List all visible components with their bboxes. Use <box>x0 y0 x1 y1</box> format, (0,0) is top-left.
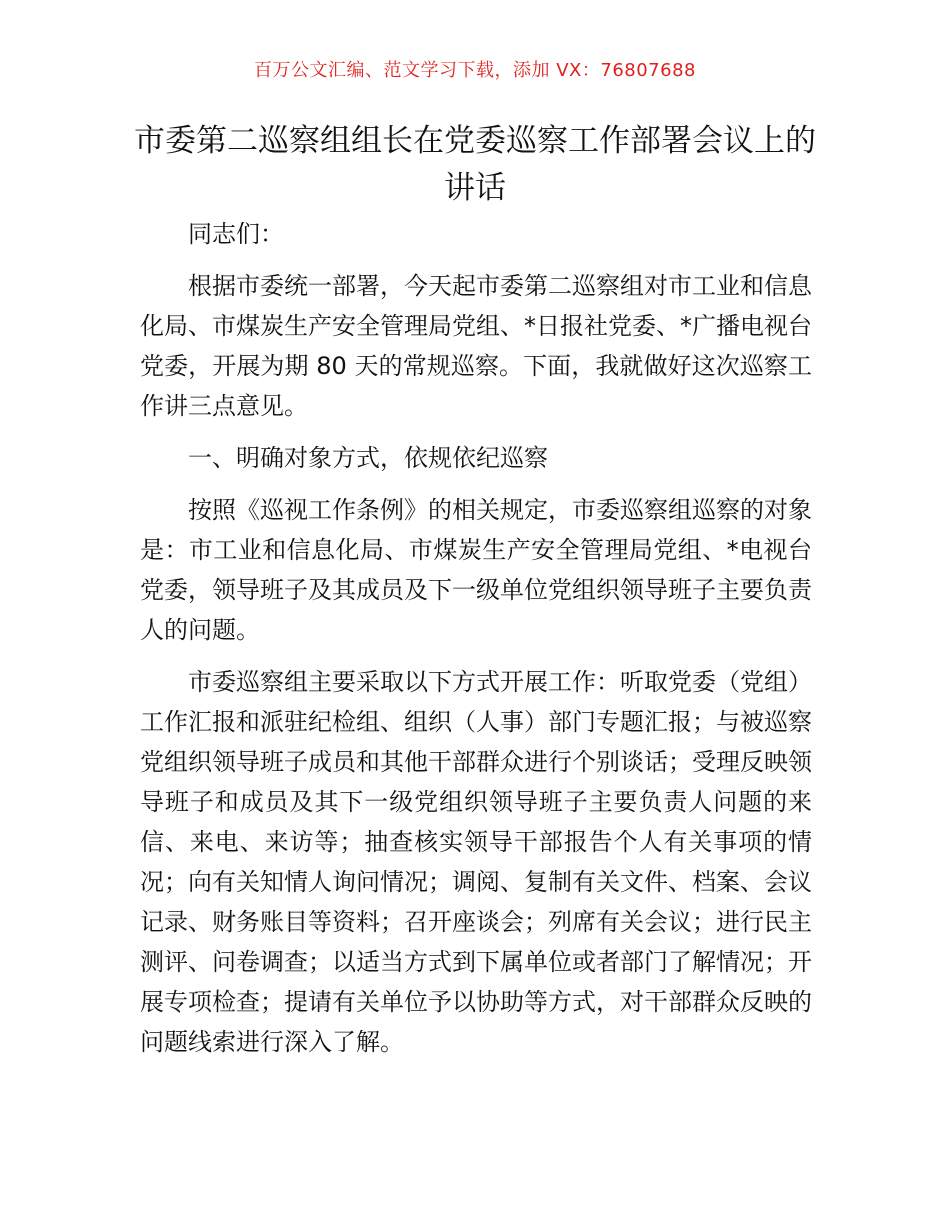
header-promo-note: 百万公文汇编、范文学习下载，添加 VX：76807688 <box>254 60 696 81</box>
document-title: 市委第二巡察组组长在党委巡察工作部署会议上的讲话 <box>134 123 816 206</box>
paragraph-inspection-targets: 按照《巡视工作条例》的相关规定，市委巡察组巡察的对象是：市工业和信息化局、市煤炭生产安全管理局党组、*电视台党委，领导班子及其成员及下一级单位党组织领导班子主要负责人的问题。 <box>140 496 812 644</box>
paragraph-intro: 根据市委统一部署，今天起市委第二巡察组对市工业和信息化局、市煤炭生产安全管理局党组、*日报社党委、*广播电视台党委，开展为期 80 天的常规巡察。下面，我就做好这次巡察工作讲三点意见。 <box>140 272 812 420</box>
salutation: 同志们： <box>188 220 284 248</box>
paragraph-inspection-methods: 市委巡察组主要采取以下方式开展工作：听取党委（党组）工作汇报和派驻纪检组、组织（人事）部门专题汇报；与被巡察党组织领导班子成员和其他干部群众进行个别谈话；受理反映领导班子和成员及其下一级党组织领导班子主要负责人问题的来信、来电、来访等；抽查核实领导干部报告个人有关事项的情况；向有关知情人询问情况；调阅、复制有关文件、档案、会议记录、财务账目等资料；召开座谈会；列席有关会议；进行民主测评、问卷调查；以适当方式到下属单位或者部门了解情况；开展专项检查；提请有关单位予以协助等方式，对干部群众反映的问题线索进行深入了解。 <box>140 668 812 1056</box>
document-body <box>140 214 812 1074</box>
section-heading-1: 一、明确对象方式，依规依纪巡察 <box>188 444 548 472</box>
